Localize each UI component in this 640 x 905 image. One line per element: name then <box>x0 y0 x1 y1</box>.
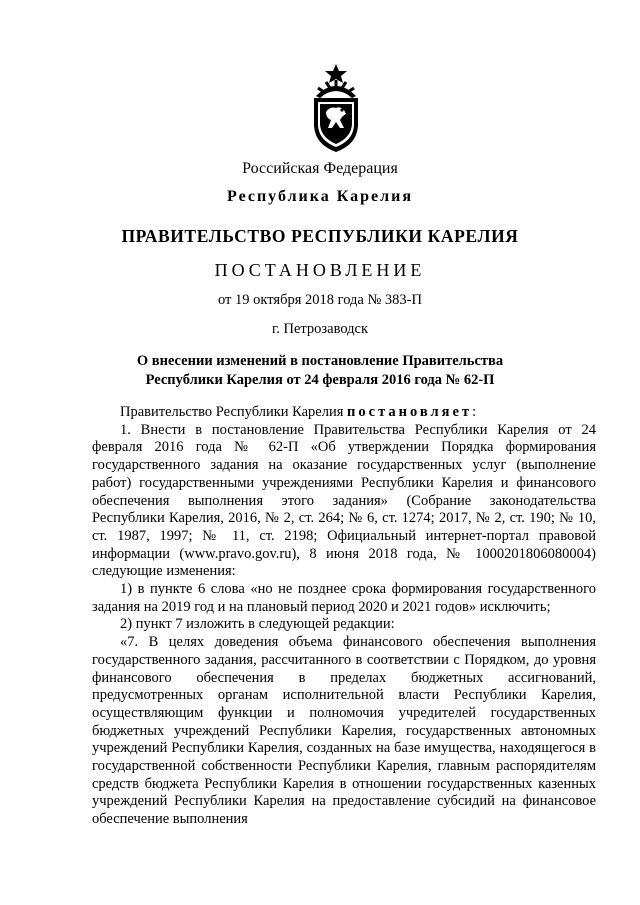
intro-text: Правительство Республики Карелия <box>120 404 348 420</box>
document-title <box>0 352 640 390</box>
paragraph-3: 2) пункт 7 изложить в следующей редакции: <box>120 616 395 633</box>
country-name: Российская Федерация <box>242 160 398 177</box>
document-body <box>92 404 596 829</box>
document-city: г. Петрозаводск <box>271 321 369 337</box>
document-type: ПОСТАНОВЛЕНИЕ <box>214 260 426 280</box>
title-line-1: О внесении изменений в постановление Правительства <box>136 353 504 369</box>
republic-name: Республика Карелия <box>227 188 413 205</box>
intro-verb: постановляет <box>347 404 473 420</box>
paragraph-2: 1) в пункте 6 слова «но не позднее срока формирования государственного задания на 2019 год и на плановый период 2020 и 2021 годов» исключить; <box>92 581 596 615</box>
intro-paragraph <box>92 404 596 422</box>
document-date: от 19 октября 2018 года № 383-П <box>218 292 422 308</box>
intro-colon: : <box>472 404 477 420</box>
paragraph-4: «7. В целях доведения объема финансового обеспечения выполнения государственного задания, рассчитанного в соответствии с Порядком, до уровня финансового обеспечения в пределах бюджетных ассигнований, предусмотренных органам исполнительной власти Республики Карелия, осуществляющим функции и полномочия учредителей государственных бюджетных учреждений Республики Карелия, государственных автономных учреждений Республики Карелия, созданных на базе имущества, находящегося в государственной собственности Республики Карелия, главным распорядителям средств бюджета Республики Карелия в отношении государственных казенных учреждений Республики Карелия на предоставление субсидий на финансовое обеспечение выполнения <box>92 634 596 828</box>
paragraph-1: 1. Внести в постановление Правительства Республики Карелия от 24 февраля 2016 года № 62-П «Об утверждении Порядка формирования государственного задания на оказание государственных услуг (выполнение работ) государственными учреждениями Республики Карелия и финансового обеспечения выполнения этого задания» (Собрание законодательства Республики Карелия, 2016, № 2, ст. 264; № 6, ст. 1274; 2017, № 2, ст. 190; № 10, ст. 1987, 1997; № 11, ст. 2198; Официальный интернет-портал правовой информации (www.pravo.gov.ru), 8 июня 2018 года, № 1000201806080004) следующие изменения: <box>92 421 596 580</box>
coat-of-arms-icon <box>306 62 366 154</box>
government-name: ПРАВИТЕЛЬСТВО РЕСПУБЛИКИ КАРЕЛИЯ <box>121 226 519 246</box>
title-line-2: Республики Карелия от 24 февраля 2016 года № 62-П <box>145 372 495 388</box>
